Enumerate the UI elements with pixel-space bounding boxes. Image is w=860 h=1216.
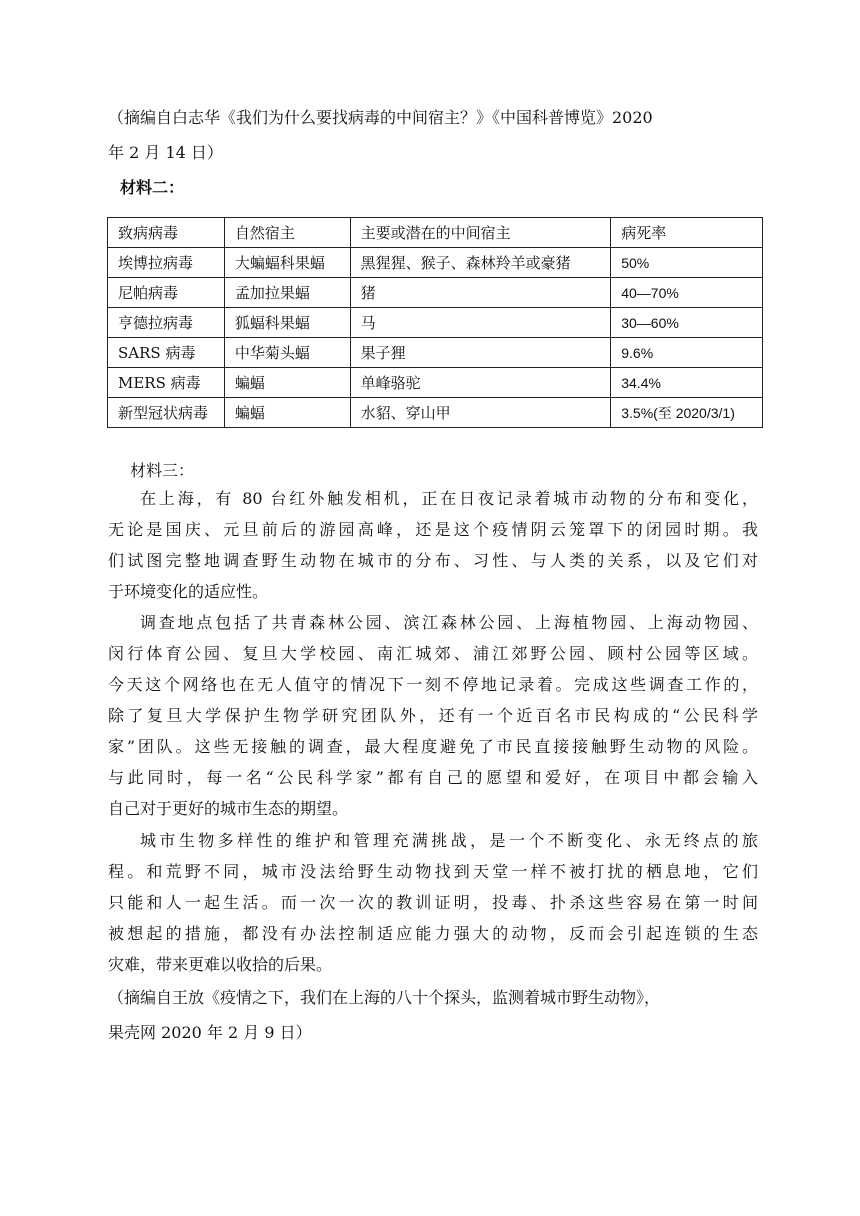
paragraph-line: 程。和荒野不同，城市没法给野生动物找到天堂一样不被打扰的栖息地，它们	[108, 862, 758, 881]
paragraph-2	[108, 607, 758, 824]
paragraph-1	[108, 483, 758, 607]
cell-natural-host: 孟加拉果蝠	[224, 278, 350, 308]
paragraph-line: 今天这个网络也在无人值守的情况下一刻不停地记录着。完成这些调查工作的，	[108, 675, 758, 694]
cell-fatality-rate: 9.6%	[611, 338, 763, 368]
cell-natural-host: 蝙蝠	[224, 398, 350, 428]
cell-fatality-rate: 30—60%	[611, 308, 763, 338]
table-row	[108, 248, 763, 278]
paragraph-line: 在上海，有 80 台红外触发相机，正在日夜记录着城市动物的分布和变化，	[140, 489, 758, 508]
paragraph-line: 被想起的措施，都没有办法控制适应能力强大的动物，反而会引起连锁的生态	[108, 924, 758, 943]
paragraph-line: 与此同时，每一名“公民科学家”都有自己的愿望和爱好，在项目中都会输入	[108, 768, 758, 787]
header-natural-host: 自然宿主	[224, 218, 350, 248]
cell-intermediate-host: 猪	[350, 278, 611, 308]
paragraph-line: 闵行体育公园、复旦大学校园、南汇城郊、浦江郊野公园、顾村公园等区域。	[108, 644, 758, 663]
table-row	[108, 368, 763, 398]
cell-intermediate-host: 水貂、穿山甲	[350, 398, 611, 428]
cell-natural-host: 蝙蝠	[224, 368, 350, 398]
cell-intermediate-host: 马	[350, 308, 611, 338]
paragraph-line: 自己对于更好的城市生态的期望。	[108, 799, 349, 818]
paragraph-line: 于环境变化的适应性。	[108, 582, 269, 601]
source-citation-1-line-1: （摘编自白志华《我们为什么要找病毒的中间宿主？》《中国科普博览》2020	[108, 108, 653, 127]
virus-host-table	[107, 217, 763, 428]
cell-natural-host: 大蝙蝠科果蝠	[224, 248, 350, 278]
source-citation-1-line-2: 年 2 月 14 日）	[108, 143, 223, 162]
cell-virus: 新型冠状病毒	[108, 398, 225, 428]
table-row	[108, 398, 763, 428]
material-2-label: 材料二：	[120, 178, 185, 197]
cell-natural-host: 中华菊头蝠	[224, 338, 350, 368]
cell-virus: MERS 病毒	[108, 368, 225, 398]
cell-virus: SARS 病毒	[108, 338, 225, 368]
paragraph-line: 只能和人一起生活。而一次一次的教训证明，投毒、扑杀这些容易在第一时间	[108, 893, 758, 912]
table-header-row	[108, 218, 763, 248]
cell-natural-host: 狐蝠科果蝠	[224, 308, 350, 338]
header-intermediate-host: 主要或潜在的中间宿主	[350, 218, 611, 248]
paragraph-line: 灾难，带来更难以收拾的后果。	[108, 955, 333, 974]
paragraph-line: 城市生物多样性的维护和管理充满挑战，是一个不断变化、永无终点的旅	[140, 831, 758, 850]
cell-intermediate-host: 黑猩猩、猴子、森林羚羊或豪猪	[350, 248, 611, 278]
cell-fatality-rate: 40—70%	[611, 278, 763, 308]
cell-virus: 尼帕病毒	[108, 278, 225, 308]
paragraph-3	[108, 825, 758, 980]
paragraph-line: 家”团队。这些无接触的调查，最大程度避免了市民直接接触野生动物的风险。	[108, 737, 758, 756]
header-virus: 致病病毒	[108, 218, 225, 248]
cell-intermediate-host: 单峰骆驼	[350, 368, 611, 398]
paragraph-line: 无论是国庆、元旦前后的游园高峰，还是这个疫情阴云笼罩下的闭园时期。我	[108, 520, 758, 539]
cell-virus: 亨德拉病毒	[108, 308, 225, 338]
table-row	[108, 338, 763, 368]
material-3-label: 材料三：	[130, 461, 195, 480]
source-citation-3-line-1: （摘编自王放《疫情之下，我们在上海的八十个探头，监测着城市野生动物》，	[108, 988, 661, 1007]
source-citation-3-line-2: 果壳网 2020 年 2 月 9 日）	[108, 1023, 312, 1042]
table-row	[108, 278, 763, 308]
cell-intermediate-host: 果子狸	[350, 338, 611, 368]
header-fatality-rate: 病死率	[611, 218, 763, 248]
cell-virus: 埃博拉病毒	[108, 248, 225, 278]
cell-fatality-rate: 50%	[611, 248, 763, 278]
paragraph-line: 调查地点包括了共青森林公园、滨江森林公园、上海植物园、上海动物园、	[140, 613, 758, 632]
cell-fatality-rate: 34.4%	[611, 368, 763, 398]
cell-fatality-rate: 3.5%(至 2020/3/1)	[611, 398, 763, 428]
paragraph-line: 除了复旦大学保护生物学研究团队外，还有一个近百名市民构成的“公民科学	[108, 706, 758, 725]
table-row	[108, 308, 763, 338]
paragraph-line: 们试图完整地调查野生动物在城市的分布、习性、与人类的关系，以及它们对	[108, 551, 758, 570]
